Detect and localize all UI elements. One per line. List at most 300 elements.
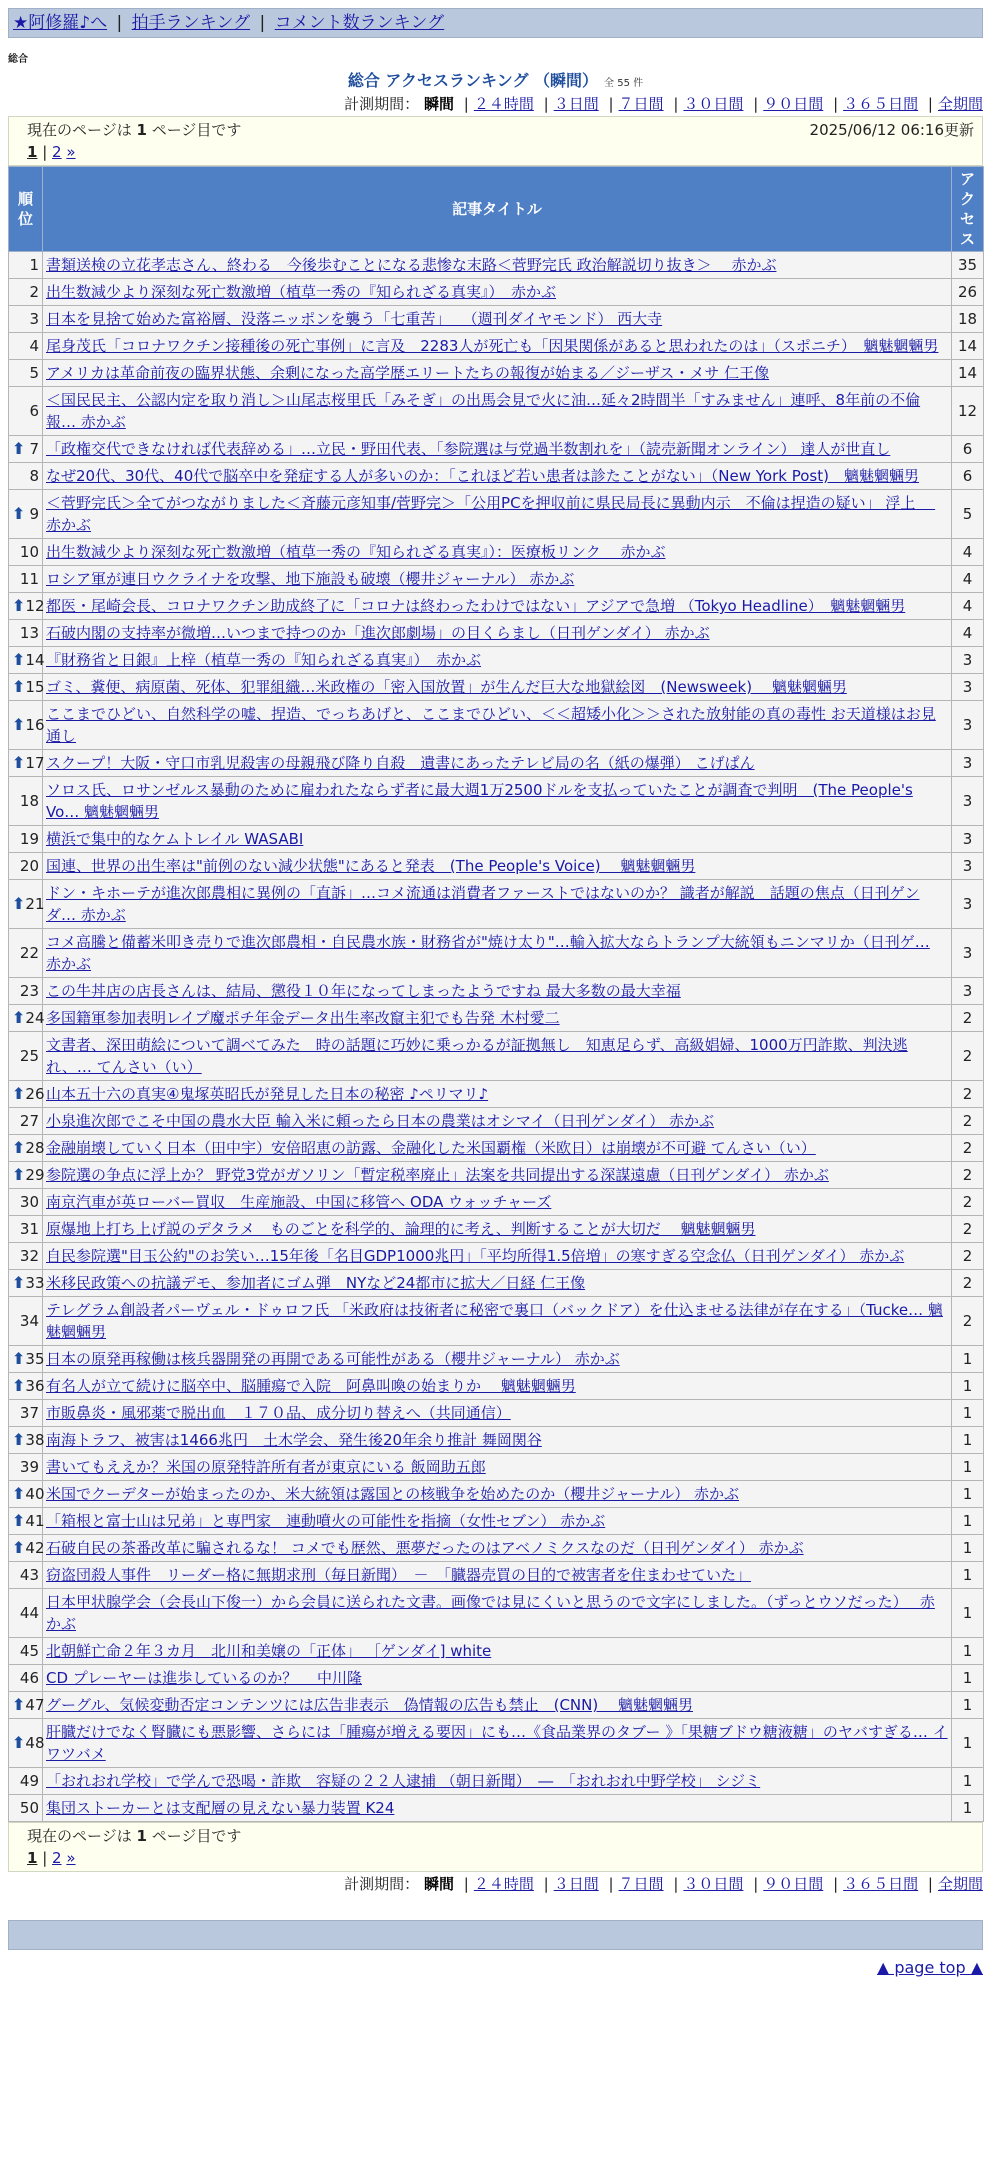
access-count: 1 [952,1481,984,1508]
title-cell [43,1535,952,1562]
table-row [9,1005,984,1032]
period-24h-bottom[interactable]: ２４時間 [473,1875,534,1893]
pager-bottom: 現在のページは 1 ページ目です 1 | 2 » [8,1822,983,1872]
title-cell [43,1032,952,1081]
article-link[interactable]: 窃盗団殺人事件 リーダー格に無期求刑（毎日新聞） － 「臓器売買の目的で被害者を住まわせていた」 [46,1566,752,1584]
title-cell [43,1795,952,1822]
article-link[interactable]: 有名人が立て続けに脳卒中、脳腫瘍で入院 阿鼻叫喚の始まりか 魑魅魍魎男 [46,1377,576,1395]
rank-cell [9,1795,43,1822]
title-cell [43,252,952,279]
table-row [9,1665,984,1692]
rank-cell [9,279,43,306]
access-count: 2 [952,1243,984,1270]
title-cell [43,978,952,1005]
article-link[interactable]: ドン・キホーテが進次郎農相に異例の「直訴」…コメ流通は消費者ファーストではないのか？ 識者が解説 話題の焦点（日刊ゲンダ… 赤かぶ [46,884,920,924]
rank-number: 34 [19,1312,39,1330]
article-link[interactable]: 国連、世界の出生率は"前例のない減少状態"にあると発表 (The People's Voice) 魑魅魍魎男 [46,857,696,875]
rank-number: 29 [25,1166,45,1184]
rank-number: 11 [19,570,39,588]
table-row [9,777,984,826]
title-cell [43,1270,952,1297]
table-row [9,1638,984,1665]
rank-cell [9,1508,43,1535]
period-all-bottom[interactable]: 全期間 [937,1875,983,1893]
rank-number: 48 [25,1734,45,1752]
rank-cell [9,826,43,853]
rank-number: 45 [19,1642,39,1660]
access-count: 3 [952,978,984,1005]
rank-number: 33 [25,1274,45,1292]
table-row [9,1373,984,1400]
title-cell [43,1216,952,1243]
rank-cell [9,1638,43,1665]
access-count: 18 [952,306,984,333]
rank-cell [9,701,43,750]
article-link[interactable]: ここまでひどい、自然科学の嘘、捏造、でっちあげと、ここまでひどい、＜＜超矮小化＞＞された放射能の真の毒性 お天道様はお見通し [46,705,936,745]
rank-number: 15 [25,678,45,696]
article-link[interactable]: 米国でクーデターが始まったのか、米大統領は露国との核戦争を始めたのか（櫻井ジャーナル） 赤かぶ [46,1485,739,1503]
rank-number: 20 [19,857,39,875]
up-arrow-icon: ⬆ [12,1695,26,1714]
access-count: 3 [952,880,984,929]
access-count: 1 [952,1638,984,1665]
access-count: 4 [952,539,984,566]
table-row [9,436,984,463]
rank-cell [9,620,43,647]
article-link[interactable]: 『財務省と日銀』上梓（植草一秀の『知られざる真実』） 赤かぶ [46,651,482,669]
access-count: 4 [952,620,984,647]
table-row [9,620,984,647]
title-cell [43,1189,952,1216]
access-count: 3 [952,750,984,777]
table-row [9,880,984,929]
access-count: 1 [952,1427,984,1454]
page-1-current-bottom: 1 [27,1849,38,1867]
rank-number: 18 [19,792,39,810]
access-count: 2 [952,1135,984,1162]
title-cell [43,490,952,539]
rank-cell [9,674,43,701]
rank-cell [9,1189,43,1216]
access-count: 35 [952,252,984,279]
comment-ranking-link[interactable]: コメント数ランキング [274,13,445,33]
article-link[interactable]: 米移民政策への抗議デモ、参加者にゴム弾 NYなど24都市に拡大／日経 仁王像 [46,1274,586,1292]
rank-number: 8 [29,467,39,485]
up-arrow-icon: ⬆ [12,677,26,696]
rank-cell [9,777,43,826]
article-link[interactable]: 「おれおれ学校」で学んで恐喝・詐欺 容疑の２２人逮捕 （朝日新聞） ― 「おれおれ中野学校」 シジミ [46,1772,761,1790]
table-row [9,252,984,279]
article-link[interactable]: 日本を見捨て始めた富裕層、没落ニッポンを襲う「七重苦」 （週刊ダイヤモンド） 西大寺 [46,310,663,328]
rank-cell [9,1346,43,1373]
access-count: 1 [952,1665,984,1692]
table-row [9,1768,984,1795]
rank-cell [9,1243,43,1270]
article-link[interactable]: 北朝鮮亡命２年３カ月 北川和美嬢の「正体」 ［ゲンダイ] white [46,1642,492,1660]
rank-cell [9,306,43,333]
rank-number: 46 [19,1669,39,1687]
access-count: 3 [952,777,984,826]
up-arrow-icon: ⬆ [12,1511,26,1530]
access-count: 2 [952,1189,984,1216]
article-link[interactable]: 市販鼻炎・風邪薬で脱出血 １７０品、成分切り替えへ（共同通信） [46,1404,511,1422]
rank-cell [9,1216,43,1243]
rank-cell [9,1032,43,1081]
bottom-bar [8,1920,983,1950]
access-count: 26 [952,279,984,306]
rank-cell [9,1162,43,1189]
table-row [9,1346,984,1373]
rank-number: 4 [29,337,39,355]
article-link[interactable]: スクープ！大阪・守口市乳児殺害の母親飛び降り自殺 遺書にあったテレビ局の名（紙の爆弾） こげぱん [46,754,755,772]
article-link[interactable]: 「政権交代できなければ代表辞める」…立民・野田代表、「参院選は与党過半数割れを」（読売新聞オンライン） 達人が世直し [46,440,891,458]
article-link[interactable]: 出生数減少より深刻な死亡数激増（植草一秀の『知られざる真実』） 赤かぶ [46,283,557,301]
article-link[interactable]: 集団ストーカーとは支配層の見えない暴力装置 K24 [46,1799,395,1817]
title-cell [43,750,952,777]
up-arrow-icon: ⬆ [12,596,26,615]
article-link[interactable]: アメリカは革命前夜の臨界状態、余剰になった高学歴エリートたちの報復が始まる／ジーザス・メサ 仁王像 [46,364,770,382]
article-link[interactable]: テレグラム創設者パーヴェル・ドゥロフ氏 「米政府は技術者に秘密で裏口（バックドア）を仕込ませる法律が存在する」（Tucke… 魑魅魍魎男 [46,1301,943,1341]
period-90d[interactable]: ９０日間 [763,95,824,113]
title-cell [43,1454,952,1481]
period-3d[interactable]: ３日間 [553,95,599,113]
page-title-line [8,70,983,92]
article-link[interactable]: ゴミ、糞便、病原菌、死体、犯罪組織…米政権の「密入国放置」が生んだ巨大な地獄絵図 (Newsweek) 魑魅魍魎男 [46,678,847,696]
access-count: 5 [952,490,984,539]
period-30d-bottom[interactable]: ３０日間 [683,1875,744,1893]
article-link[interactable]: 「箱根と富士山は兄弟」と専門家 連動噴火の可能性を指摘（女性セブン） 赤かぶ [46,1512,606,1530]
rank-number: 32 [19,1247,39,1265]
title-cell [43,1427,952,1454]
rank-number: 19 [19,830,39,848]
period-365d[interactable]: ３６５日間 [843,95,919,113]
article-link[interactable]: 横浜で集中的なケムトレイル WASABI [46,830,304,848]
access-count: 1 [952,1535,984,1562]
rank-cell [9,1135,43,1162]
title-cell [43,539,952,566]
table-row [9,674,984,701]
rank-number: 25 [19,1047,39,1065]
access-count: 1 [952,1719,984,1768]
table-row [9,826,984,853]
rank-cell [9,750,43,777]
table-row [9,1081,984,1108]
up-arrow-icon: ⬆ [12,650,26,669]
rank-number: 31 [19,1220,39,1238]
article-link[interactable]: 文書者、深田萌絵について調べてみた 時の話題に巧妙に乗っかるが証拠無し 知恵足らず、高級娼婦、1000万円詐欺、判決逃れ、… てんさい（い） [46,1036,908,1076]
rank-number: 21 [25,895,45,913]
article-link[interactable]: 尾身茂氏「コロナワクチン接種後の死亡事例」に言及 2283人が死亡も「因果関係があると思われたのは」（スポニチ） 魑魅魍魎男 [46,337,939,355]
rank-number: 49 [19,1772,39,1790]
rank-number: 14 [25,651,45,669]
article-link[interactable]: 山本五十六の真実④鬼塚英昭氏が発見した日本の秘密 ♪ペリマリ♪ [46,1085,489,1103]
access-count: 1 [952,1795,984,1822]
rank-cell [9,647,43,674]
rank-cell [9,1297,43,1346]
table-row [9,1135,984,1162]
up-arrow-icon: ⬆ [12,894,26,913]
rank-cell [9,1589,43,1638]
page-top-area [8,1956,983,1980]
period-3d-bottom[interactable]: ３日間 [553,1875,599,1893]
article-link[interactable]: 日本甲状腺学会（会長山下俊一）から会員に送られた文書。画像では見にくいと思うので文字にしました。（ずっとウソだった） 赤かぶ [46,1593,935,1633]
rank-number: 43 [19,1566,39,1584]
rank-cell [9,593,43,620]
article-link[interactable]: ＜国民民主、公認内定を取り消し＞山尾志桜里氏「みそぎ」の出馬会見で火に油…延々2時間半「すみません」連呼、8年前の不倫報… 赤かぶ [46,391,921,431]
up-arrow-icon: ⬆ [12,504,26,523]
rank-cell [9,436,43,463]
up-arrow-icon: ⬆ [12,715,26,734]
article-link[interactable]: 金融崩壊していく日本（田中宇）安倍昭恵の訪露、金融化した米国覇権（米欧日）は崩壊が不可避 てんさい（い） [46,1139,816,1157]
article-link[interactable]: 参院選の争点に浮上か？ 野党3党がガソリン「暫定税率廃止」法案を共同提出する深謀遠慮（日刊ゲンダイ） 赤かぶ [46,1166,829,1184]
table-row [9,1270,984,1297]
access-count: 3 [952,929,984,978]
title-cell [43,1692,952,1719]
access-count: 14 [952,333,984,360]
title-cell [43,1638,952,1665]
rank-number: 30 [19,1193,39,1211]
page-title: 総合 アクセスランキング （瞬間） [347,71,599,90]
total-count: 全 55 件 [604,78,644,89]
article-link[interactable]: 石破内閣の支持率が微増…いつまで持つのか「進次郎劇場」の目くらまし（日刊ゲンダイ） 赤かぶ [46,624,710,642]
title-cell [43,306,952,333]
table-row [9,333,984,360]
rank-cell [9,1768,43,1795]
title-cell [43,1243,952,1270]
rank-cell [9,333,43,360]
period-7d-bottom[interactable]: ７日間 [618,1875,664,1893]
up-arrow-icon: ⬆ [12,1165,26,1184]
title-cell [43,880,952,929]
rank-number: 28 [25,1139,45,1157]
table-row [9,1795,984,1822]
period-all[interactable]: 全期間 [937,95,983,113]
up-arrow-icon: ⬆ [12,1349,26,1368]
rank-cell [9,463,43,490]
article-link[interactable]: 自民参院選"目玉公約"のお笑い…15年後「名目GDP1000兆円」「平均所得1.5倍増」の寒すぎる空念仏（日刊ゲンダイ） 赤かぶ [46,1247,905,1265]
rank-cell [9,1373,43,1400]
article-link[interactable]: なぜ20代、30代、40代で脳卒中を発症する人が多いのか：「これほど若い患者は診たことがない」（New York Post) 魑魅魍魎男 [46,467,919,485]
rank-cell [9,929,43,978]
next-page-link-bottom[interactable]: » [66,1849,76,1867]
table-row [9,1692,984,1719]
title-cell [43,1135,952,1162]
up-arrow-icon: ⬆ [12,1138,26,1157]
rank-cell [9,566,43,593]
rank-cell [9,252,43,279]
table-row [9,1427,984,1454]
title-cell [43,1508,952,1535]
rank-cell [9,360,43,387]
period-365d-bottom[interactable]: ３６５日間 [843,1875,919,1893]
up-arrow-icon: ⬆ [12,1008,26,1027]
table-row [9,1189,984,1216]
rank-number: 22 [19,944,39,962]
article-link[interactable]: 多国籍軍参加表明レイプ魔ポチ年金データ出生率改竄主犯でも告発 木村愛二 [46,1009,560,1027]
rank-cell [9,853,43,880]
article-link[interactable]: コメ高騰と備蓄米叩き売りで進次郎農相・自民農水族・財務省が"焼け太り"…輸入拡大ならトランプ大統領もニンマリか（日刊ゲ… 赤かぶ [46,933,930,973]
rank-number: 38 [25,1431,45,1449]
header-title: 記事タイトル [43,167,952,252]
table-row [9,1297,984,1346]
rank-number: 41 [25,1512,45,1530]
table-row [9,929,984,978]
home-link[interactable]: ★阿修羅♪へ [13,13,108,33]
title-cell [43,1400,952,1427]
up-arrow-icon: ⬆ [12,753,26,772]
access-count: 1 [952,1768,984,1795]
table-row [9,1589,984,1638]
article-link[interactable]: 肝臓だけでなく腎臓にも悪影響、さらには「腫瘍が増える要因」にも…《食品業界のタブー 》「果糖ブドウ糖液糖」のヤバすぎる… イワツバメ [46,1723,948,1763]
access-count: 12 [952,387,984,436]
table-row [9,1032,984,1081]
article-link[interactable]: ロシア軍が連日ウクライナを攻撃、地下施設も破壊（櫻井ジャーナル） 赤かぶ [46,570,575,588]
table-row [9,1243,984,1270]
nav-separator: | [116,13,123,33]
table-row [9,1400,984,1427]
title-cell [43,1665,952,1692]
period-selector-top: 計測期間： 瞬間 | ２４時間 | ３日間 | ７日間 | ３０日間 | ９０日間 | ３６５日間 | 全期間 [344,95,983,113]
article-link[interactable]: 書類送検の立花孝志さん、終わる 今後歩むことになる悲惨な末路＜菅野完氏 政治解説切り抜き＞ 赤かぶ [46,256,777,274]
table-row [9,1719,984,1768]
rank-number: 17 [25,754,45,772]
access-count: 2 [952,1216,984,1243]
title-cell [43,929,952,978]
rank-cell [9,1665,43,1692]
title-cell [43,1005,952,1032]
access-count: 2 [952,1108,984,1135]
access-count: 3 [952,647,984,674]
nav-separator: | [259,13,266,33]
applause-ranking-link[interactable]: 拍手ランキング [131,13,251,33]
article-link[interactable]: 出生数減少より深刻な死亡数激増（植草一秀の『知られざる真実』）：医療板リンク 赤かぶ [46,543,666,561]
title-cell [43,1481,952,1508]
title-cell [43,1346,952,1373]
title-cell [43,1162,952,1189]
table-row [9,978,984,1005]
table-row [9,387,984,436]
article-link[interactable]: ＜菅野完氏＞全てがつながりました＜斉藤元彦知事/菅野完＞「公用PCを押収前に県民局長に異動内示 不倫は捏造の疑い」 浮上 赤かぶ [46,494,936,534]
article-link[interactable]: 小泉進次郎でこそ中国の農水大臣 輸入米に頼ったら日本の農業はオシマイ（日刊ゲンダイ） 赤かぶ [46,1112,715,1130]
rank-cell [9,387,43,436]
table-row [9,1481,984,1508]
title-cell [43,436,952,463]
ranking-table [8,166,984,1822]
rank-number: 16 [25,716,45,734]
rank-cell [9,880,43,929]
period-90d-bottom[interactable]: ９０日間 [763,1875,824,1893]
up-arrow-icon: ⬆ [12,439,26,458]
table-row [9,593,984,620]
table-row [9,701,984,750]
period-selector-bottom: 計測期間： 瞬間 | ２４時間 | ３日間 | ７日間 | ３０日間 | ９０日間 | ３６５日間 | 全期間 [344,1875,983,1893]
table-row [9,750,984,777]
access-count: 3 [952,826,984,853]
rank-cell [9,1454,43,1481]
access-count: 2 [952,1162,984,1189]
rank-cell [9,490,43,539]
title-cell [43,826,952,853]
article-link[interactable]: CD プレーヤーは進歩しているのか？ 中川隆 [46,1669,362,1687]
access-count: 6 [952,463,984,490]
up-arrow-icon: ⬆ [12,1484,26,1503]
rank-number: 2 [29,283,39,301]
access-count: 1 [952,1400,984,1427]
rank-number: 23 [19,982,39,1000]
title-cell [43,279,952,306]
title-cell [43,777,952,826]
page-top-link[interactable]: ▲ page top ▲ [876,1958,983,1977]
title-cell [43,333,952,360]
rank-number: 7 [29,440,39,458]
up-arrow-icon: ⬆ [12,1538,26,1557]
period-30d[interactable]: ３０日間 [683,95,744,113]
rank-number: 36 [25,1377,45,1395]
rank-number: 13 [19,624,39,642]
article-link[interactable]: 石破自民の茶番改革に騙されるな！ コメでも歴然、悪夢だったのはアベノミクスなのだ（日刊ゲンダイ） 赤かぶ [46,1539,804,1557]
next-page-link[interactable]: » [66,143,76,161]
table-row [9,306,984,333]
rank-cell [9,1692,43,1719]
period-24h[interactable]: ２４時間 [473,95,534,113]
title-cell [43,566,952,593]
article-link[interactable]: この牛丼店の店長さんは、結局、懲役１０年になってしまったようですね 最大多数の最大幸福 [46,982,681,1000]
page-1-current: 1 [27,143,38,161]
period-current-bottom: 瞬間 [423,1875,454,1893]
pager-top: 現在のページは 1 ページ目です 2025/06/12 06:16更新 1 | 2 » [8,116,983,166]
category-label: 総合 [8,54,28,65]
access-count: 2 [952,1032,984,1081]
rank-cell [9,1400,43,1427]
access-count: 4 [952,593,984,620]
article-link[interactable]: 都医・尾崎会長、コロナワクチン助成終了に「コロナは終わったわけではない」アジアで急増 （Tokyo Headline） 魑魅魍魎男 [46,597,906,615]
rank-number: 44 [19,1604,39,1622]
title-cell [43,360,952,387]
table-row [9,360,984,387]
rank-cell [9,1481,43,1508]
title-cell [43,701,952,750]
article-link[interactable]: グーグル、気候変動否定コンテンツには広告非表示 偽情報の広告も禁止 (CNN) 魑魅魍魎男 [46,1696,693,1714]
rank-number: 10 [19,543,39,561]
rank-number: 47 [25,1696,45,1714]
period-7d[interactable]: ７日間 [618,95,664,113]
page-2-link-bottom[interactable]: 2 [52,1849,62,1867]
rank-cell [9,978,43,1005]
article-link[interactable]: 南海トラフ、被害は1466兆円 土木学会、発生後20年余り推計 舞岡関谷 [46,1431,542,1449]
rank-number: 12 [25,597,45,615]
title-cell [43,387,952,436]
table-row [9,1216,984,1243]
access-count: 2 [952,1270,984,1297]
table-row [9,1508,984,1535]
article-link[interactable]: 日本の原発再稼働は核兵器開発の再開である可能性がある（櫻井ジャーナル） 赤かぶ [46,1350,620,1368]
rank-number: 6 [29,402,39,420]
table-row [9,1454,984,1481]
header-access: アクセス [952,167,984,252]
access-count: 1 [952,1508,984,1535]
article-link[interactable]: 書いてもええか？米国の原発特許所有者が東京にいる 飯岡助五郎 [46,1458,486,1476]
title-cell [43,1719,952,1768]
article-link[interactable]: ソロス氏、ロサンゼルス暴動のために雇われたならず者に最大週1万2500ドルを支払っていたことが調査で判明 (The People's Vo… 魑魅魍魎男 [46,781,913,821]
title-cell [43,1108,952,1135]
rank-cell [9,1427,43,1454]
table-row [9,1162,984,1189]
article-link[interactable]: 原爆地上打ち上げ説のデタラメ ものごとを科学的、論理的に考え、判断することが大切だ 魑魅魍魎男 [46,1220,756,1238]
access-count: 1 [952,1562,984,1589]
page-2-link[interactable]: 2 [52,143,62,161]
table-row [9,566,984,593]
article-link[interactable]: 南京汽車が英ローバー買収 生産施設、中国に移管へ ODA ウォッチャーズ [46,1193,552,1211]
